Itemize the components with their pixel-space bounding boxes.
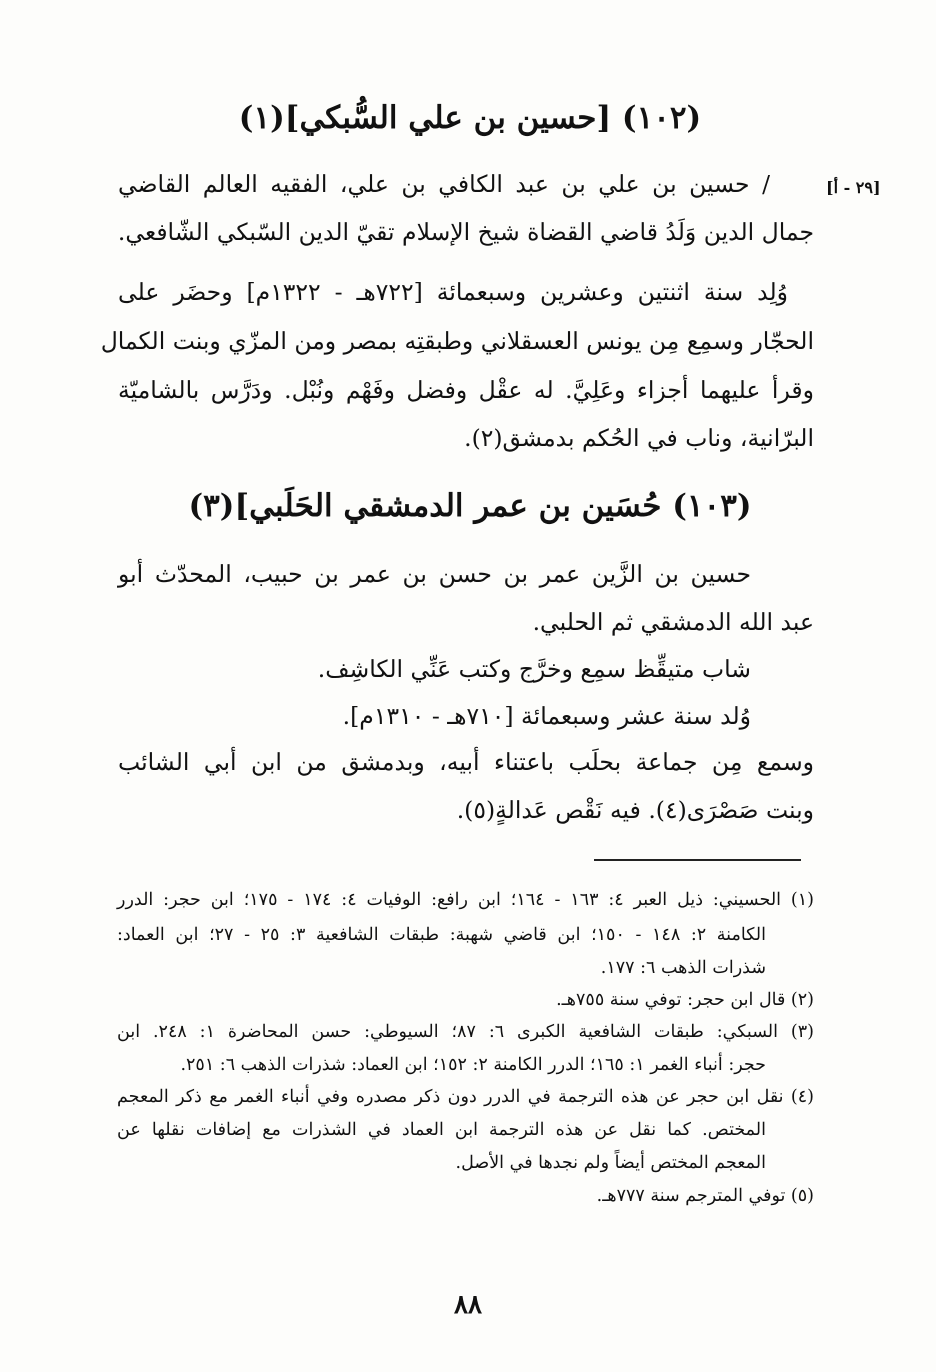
entry-102-line-1: / حسين بن علي بن عبد الكافي بن علي، الفقيه العالم القاضي xyxy=(118,170,770,198)
footnote-2: (٢) قال ابن حجر: توفي سنة ٧٥٥هـ. xyxy=(556,990,814,1010)
entry-103-line-4: وُلد سنة عشر وسبعمائة [٧١٠هـ - ١٣١٠م]. xyxy=(342,702,751,730)
footnote-separator xyxy=(594,859,801,861)
entry-102-line-5: وقرأ عليهما أجزاء وعَلِيَّ. له عقْل وفضل وفَهْم ونُبْل. ودَرَّس بالشاميّة xyxy=(118,376,814,404)
entry-102-line-4: الحجّار وسمِع مِن يونس العسقلاني وطبقتِه بمصر ومن المزّي وبنت الكمال xyxy=(100,327,814,355)
entry-103-line-1: حسين بن الزَّين عمر بن حسن بن عمر بن حبيب، المحدّث أبو xyxy=(118,560,751,588)
footnote-5: (٥) توفي المترجم سنة ٧٧٧هـ. xyxy=(596,1186,814,1206)
entry-103-line-3: شاب متيقِّظ سمِع وخرَّج وكتب عَنِّي الكاشِف. xyxy=(317,655,751,683)
entry-103-line-5: وسمع مِن جماعة بحلَب باعتناء أبيه، وبدمشق من ابن أبي الشائب xyxy=(118,748,814,776)
manuscript-folio-note: [٢٩ - أ] xyxy=(826,178,881,197)
footnote-4-line-3: المعجم المختص أيضاً ولم نجدها في الأصل. xyxy=(455,1153,766,1173)
footnote-3-line-1: (٣) السبكي: طبقات الشافعية الكبرى ٦: ٨٧؛ السيوطي: حسن المحاضرة ١: ٢٤٨. ابن xyxy=(117,1022,814,1042)
entry-103-line-6: وبنت صَصْرَى(٤). فيه نَقْص عَدالةٍ(٥). xyxy=(456,796,814,824)
footnote-4-line-1: (٤) نقل ابن حجر عن هذه الترجمة في الدرر دون ذكر مصدره وفي أنباء الغمر مع ذكر المعجم xyxy=(117,1087,814,1107)
footnote-1-line-2: الكامنة ٢: ١٤٨ - ١٥٠؛ ابن قاضي شهبة: طبقات الشافعية ٣: ٢٥ - ٢٧؛ ابن العماد: xyxy=(117,925,767,945)
footnote-4-line-2: المختص. كما نقل عن هذه الترجمة ابن العماد في الشذرات مع إضافات نقلها عن xyxy=(117,1120,766,1140)
entry-102-line-2: جمال الدين وَلَدُ قاضي القضاة شيخ الإسلام تقيّ الدين السّبكي الشّافعي. xyxy=(117,218,814,246)
footnote-1-line-3: شذرات الذهب ٦: ١٧٧. xyxy=(600,958,766,978)
footnote-1-line-1: (١) الحسيني: ذيل العبر ٤: ١٦٣ - ١٦٤؛ ابن رافع: الوفيات ٤: ١٧٤ - ١٧٥؛ ابن حجر: الدرر xyxy=(117,890,814,910)
entry-102-title: (١٠٢) [حسين بن علي السُّبكي](١) xyxy=(238,100,702,136)
entry-102-line-3: وُلِد سنة اثنتين وعشرين وسبعمائة [٧٢٢هـ - ١٣٢٢م] وحضَر على xyxy=(118,278,788,306)
entry-103-line-2: عبد الله الدمشقي ثم الحلبي. xyxy=(532,608,814,636)
entry-102-line-6: البرّانية، وناب في الحُكم بدمشق(٢). xyxy=(464,424,814,452)
page-number: ٨٨ xyxy=(454,1290,482,1320)
entry-103-title: (١٠٣) حُسَين بن عمر الدمشقي الحَلَبي](٣) xyxy=(188,488,752,524)
footnote-3-line-2: حجر: أنباء الغمر ١: ١٦٥؛ الدرر الكامنة ٢: ١٥٢؛ ابن العماد: شذرات الذهب ٦: ٢٥١. xyxy=(180,1055,766,1075)
